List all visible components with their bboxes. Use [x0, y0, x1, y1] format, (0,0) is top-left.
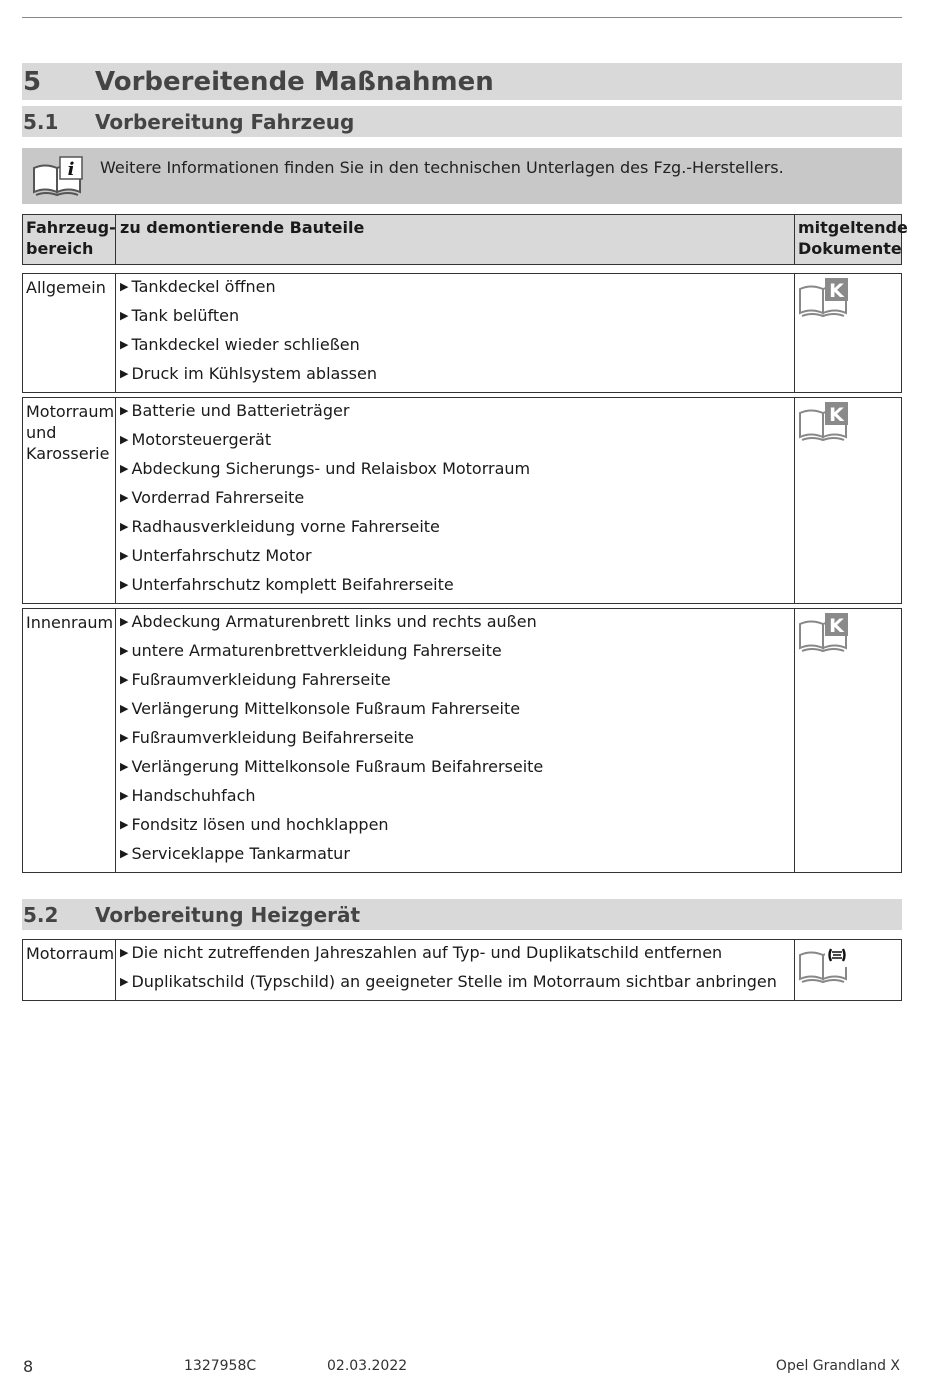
list-item: ▶ Duplikatschild (Typschild) an geeigneter Stelle im Motorraum sichtbar anbringen — [120, 971, 794, 1000]
section-5-heading — [22, 63, 902, 100]
svg-text:K: K — [829, 615, 844, 637]
list-item: ▶ untere Armaturenbrettverkleidung Fahrerseite — [120, 640, 794, 669]
list-item: ▶ Verlängerung Mittelkonsole Fußraum Beifahrerseite — [120, 756, 794, 785]
info-box — [22, 148, 902, 204]
area-cell — [23, 398, 116, 604]
area-label: Motorraum — [26, 944, 115, 963]
section-title: Vorbereitung Heizgerät — [95, 902, 361, 927]
header-area — [23, 215, 116, 265]
area-label: und — [26, 423, 57, 442]
header-parts: zu demontierende Bauteile — [116, 215, 795, 265]
list-item: ▶ Radhausverkleidung vorne Fahrerseite — [120, 516, 794, 545]
vehicle-manual-k-icon — [798, 612, 850, 654]
items-cell — [116, 940, 795, 1001]
area-label: Motorraum — [26, 402, 115, 421]
list-item: ▶ Abdeckung Armaturenbrett links und rechts außen — [120, 611, 794, 640]
group-motorraum-karosserie — [22, 397, 902, 604]
list-item: ▶ Tank belüften — [120, 305, 794, 334]
section-title: Vorbereitende Maßnahmen — [95, 66, 494, 97]
page-number: 8 — [23, 1357, 34, 1376]
svg-text:K: K — [829, 404, 844, 426]
header-docs — [795, 215, 908, 265]
items-cell — [116, 609, 795, 873]
list-item: ▶ Abdeckung Sicherungs- und Relaisbox Motorraum — [120, 458, 794, 487]
top-rule — [22, 17, 902, 18]
section-5-1-heading — [22, 106, 902, 137]
docs-cell — [795, 274, 902, 393]
area-label: Innenraum — [26, 613, 114, 632]
list-item: ▶ Serviceklappe Tankarmatur — [120, 843, 794, 872]
list-item: ▶ Fußraumverkleidung Beifahrerseite — [120, 727, 794, 756]
list-item: ▶ Vorderrad Fahrerseite — [120, 487, 794, 516]
list-item: ▶ Tankdeckel wieder schließen — [120, 334, 794, 363]
section-number: 5 — [23, 66, 42, 97]
area-label: Allgemein — [26, 278, 106, 297]
info-text: Weitere Informationen finden Sie in den technischen Unterlagen des Fzg.-Herstellers. — [100, 158, 784, 177]
vehicle-name: Opel Grandland X — [775, 1358, 900, 1374]
group-heizgeraet — [22, 939, 902, 1001]
list-item: ▶ Verlängerung Mittelkonsole Fußraum Fahrerseite — [120, 698, 794, 727]
list-item: ▶ Unterfahrschutz Motor — [120, 545, 794, 574]
list-item: ▶ Tankdeckel öffnen — [120, 276, 794, 305]
header-docs-line: mitgeltende — [798, 218, 908, 237]
doc-date: 02.03.2022 — [327, 1358, 408, 1374]
vehicle-manual-k-icon — [798, 277, 850, 319]
list-item: ▶ Batterie und Batterieträger — [120, 400, 794, 429]
list-item: ▶ Handschuhfach — [120, 785, 794, 814]
docs-cell — [795, 940, 902, 1001]
list-item: ▶ Fußraumverkleidung Fahrerseite — [120, 669, 794, 698]
header-docs-line: Dokumente — [798, 239, 902, 258]
docs-cell — [795, 398, 902, 604]
area-cell — [23, 274, 116, 393]
group-allgemein — [22, 273, 902, 393]
vehicle-manual-k-icon — [798, 401, 850, 443]
area-label: Karosserie — [26, 444, 110, 463]
list-item: ▶ Unterfahrschutz komplett Beifahrerseite — [120, 574, 794, 603]
docs-cell — [795, 609, 902, 873]
svg-text:i: i — [67, 159, 75, 180]
section-title: Vorbereitung Fahrzeug — [95, 109, 355, 134]
items-cell — [116, 274, 795, 393]
header-area-line: Fahrzeug- — [26, 218, 116, 237]
area-cell — [23, 609, 116, 873]
section-number: 5.1 — [23, 109, 59, 134]
list-item: ▶ Motorsteuergerät — [120, 429, 794, 458]
list-item: ▶ Druck im Kühlsystem ablassen — [120, 363, 794, 392]
svg-text:K: K — [829, 280, 844, 302]
doc-number: 1327958C — [184, 1358, 257, 1374]
list-item: ▶ Die nicht zutreffenden Jahreszahlen auf Typ- und Duplikatschild entfernen — [120, 942, 794, 971]
table-header — [22, 214, 908, 265]
section-5-2-heading — [22, 899, 902, 930]
group-innenraum — [22, 608, 902, 873]
header-area-line: bereich — [26, 239, 94, 258]
area-cell — [23, 940, 116, 1001]
section-number: 5.2 — [23, 902, 59, 927]
items-cell — [116, 398, 795, 604]
info-book-icon — [32, 156, 84, 202]
heater-manual-icon — [798, 943, 850, 985]
list-item: ▶ Fondsitz lösen und hochklappen — [120, 814, 794, 843]
